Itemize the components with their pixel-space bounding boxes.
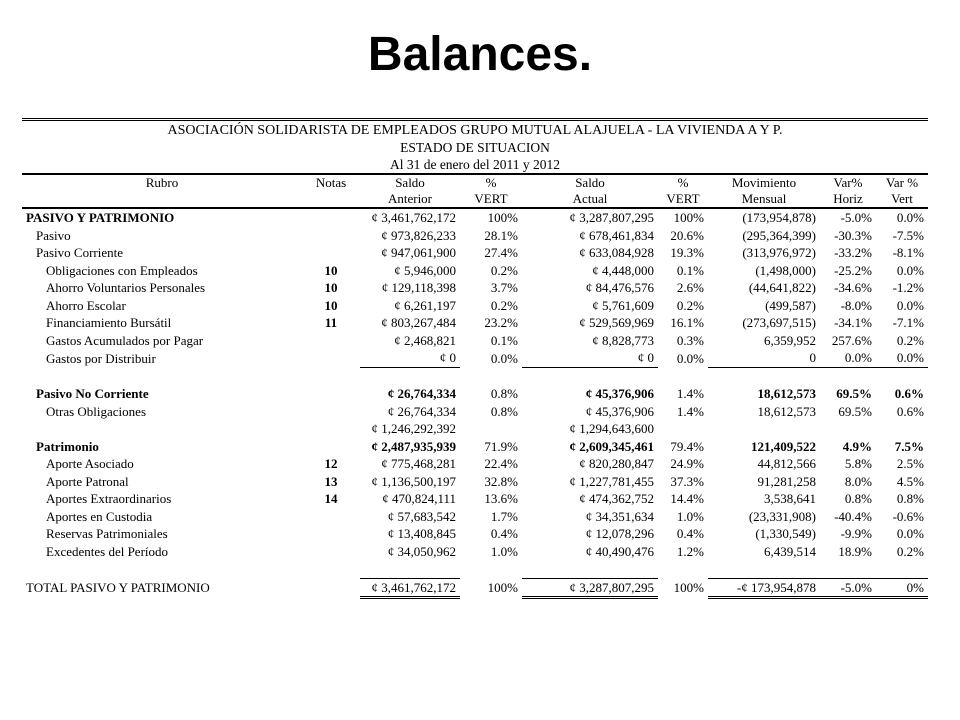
row-nota: 12 <box>324 456 338 472</box>
row-saldo-anterior: ¢ 34,050,962 <box>387 543 456 559</box>
row-saldo-anterior: ¢ 5,946,000 <box>394 262 456 278</box>
row-label: Aportes en Custodia <box>46 508 153 524</box>
col-pct-vert-2-sub: VERT <box>658 191 708 208</box>
row-saldo-anterior: ¢ 129,118,398 <box>381 280 456 296</box>
spacer-cell <box>708 560 820 578</box>
table-row <box>22 403 928 421</box>
row-saldo-anterior: ¢ 973,826,233 <box>381 227 456 243</box>
row-pct-vert-2: 100% <box>658 208 708 227</box>
spacer-cell <box>708 367 820 385</box>
row-movimiento: (23,331,908) <box>748 508 816 524</box>
row-movimiento: 18,612,573 <box>757 403 816 419</box>
row-label: TOTAL PASIVO Y PATRIMONIO <box>26 580 210 596</box>
row-var-horiz: -34.1% <box>834 315 872 331</box>
row-pct-vert-2: 1.2% <box>676 543 704 559</box>
row-label <box>22 420 302 438</box>
row-nota <box>302 227 360 245</box>
row-pct-vert-2: 16.1% <box>670 315 704 331</box>
row-var-vert: 0.2% <box>896 332 924 348</box>
col-notas-sub <box>302 191 360 208</box>
row-nota <box>302 332 360 350</box>
col-var-vert-sub: Vert <box>876 191 928 208</box>
col-saldo-anterior: Saldo <box>395 175 425 190</box>
spacer-cell <box>876 560 928 578</box>
row-movimiento: 3,538,641 <box>764 491 816 507</box>
row-var-vert: 0.8% <box>896 491 924 507</box>
row-pct-vert-2: 0.0% <box>676 350 704 366</box>
row-saldo-actual: ¢ 3,287,807,295 <box>522 208 658 227</box>
row-movimiento: (173,954,878) <box>708 208 820 227</box>
row-var-horiz: -25.2% <box>834 262 872 278</box>
row-pct-vert-1: 32.8% <box>484 473 518 489</box>
table-row <box>22 385 928 403</box>
row-var-vert: 0.2% <box>896 543 924 559</box>
row-label: Pasivo Corriente <box>36 245 124 261</box>
row-saldo-anterior: ¢ 6,261,197 <box>394 297 456 313</box>
col-movimiento-sub: Mensual <box>708 191 820 208</box>
row-saldo-actual: ¢ 45,376,906 <box>585 403 654 419</box>
row-var-horiz: 69.5% <box>838 403 872 419</box>
row-var-vert: -0.6% <box>892 508 924 524</box>
row-saldo-anterior: ¢ 26,764,334 <box>387 403 456 419</box>
col-var-vert: Var % <box>885 175 919 190</box>
row-movimiento: (273,697,515) <box>742 315 816 331</box>
row-saldo-anterior: ¢ 3,461,762,172 <box>360 208 460 227</box>
col-rubro: Rubro <box>145 175 179 190</box>
col-var-horiz: Var% <box>833 175 863 190</box>
row-nota: 10 <box>324 297 338 313</box>
row-nota <box>302 244 360 262</box>
row-var-vert: -7.5% <box>892 227 924 243</box>
row-pct-vert-2: 0.4% <box>676 526 704 542</box>
row-movimiento: (44,641,822) <box>748 280 816 296</box>
statement-name: ESTADO DE SITUACION <box>400 140 550 155</box>
table-row <box>22 262 928 280</box>
table-row <box>22 508 928 526</box>
row-label: Pasivo <box>36 227 71 243</box>
row-saldo-actual: ¢ 12,078,296 <box>585 526 654 542</box>
row-pct-vert-2: 0.1% <box>676 262 704 278</box>
row-saldo-actual: ¢ 8,828,773 <box>592 332 654 348</box>
row-pct-vert-1: 100% <box>460 208 522 227</box>
row-var-horiz: 69.5% <box>836 386 872 402</box>
row-saldo-anterior: ¢ 803,267,484 <box>381 315 456 331</box>
row-label: Excedentes del Período <box>46 543 169 559</box>
row-pct-vert-2 <box>658 420 708 438</box>
row-label: Ahorro Voluntarios Personales <box>46 280 206 296</box>
table-row <box>22 490 928 508</box>
spacer-cell <box>820 560 876 578</box>
row-nota <box>302 403 360 421</box>
row-nota <box>302 438 360 456</box>
row-saldo-anterior: ¢ 1,136,500,197 <box>371 473 456 489</box>
row-pct-vert-1: 0.8% <box>490 386 518 402</box>
row-nota <box>302 385 360 403</box>
row-saldo-actual: ¢ 1,294,643,600 <box>569 421 654 437</box>
row-var-vert: 0% <box>876 578 928 598</box>
row-pct-vert-1: 23.2% <box>484 315 518 331</box>
row-label: Aporte Asociado <box>46 456 134 472</box>
row-movimiento: 18,612,573 <box>757 386 816 402</box>
table-row <box>22 525 928 543</box>
row-saldo-actual: ¢ 34,351,634 <box>585 508 654 524</box>
table-row <box>22 332 928 350</box>
spacer-cell <box>302 560 360 578</box>
row-pct-vert-1: 0.0% <box>490 350 518 366</box>
row-var-vert: 7.5% <box>894 438 924 454</box>
row-label: Reservas Patrimoniales <box>46 526 168 542</box>
col-var-horiz-sub: Horiz <box>820 191 876 208</box>
row-pct-vert-2: 14.4% <box>670 491 704 507</box>
row-saldo-anterior: ¢ 3,461,762,172 <box>360 578 460 598</box>
row-saldo-anterior: ¢ 0 <box>360 349 460 367</box>
row-label: Aporte Patronal <box>46 473 129 489</box>
top-rule-2 <box>22 120 928 121</box>
row-var-vert: 0.6% <box>896 403 924 419</box>
row-saldo-actual: ¢ 820,280,847 <box>579 456 654 472</box>
row-saldo-anterior: ¢ 2,468,821 <box>394 332 456 348</box>
row-var-vert: 2.5% <box>896 456 924 472</box>
row-saldo-actual: ¢ 45,376,906 <box>585 386 654 402</box>
row-nota <box>302 525 360 543</box>
row-saldo-actual: ¢ 4,448,000 <box>592 262 654 278</box>
row-nota <box>302 578 360 598</box>
row-movimiento: 121,409,522 <box>751 438 816 454</box>
row-movimiento: -¢ 173,954,878 <box>708 578 820 598</box>
row-movimiento: (295,364,399) <box>742 227 816 243</box>
row-label: PASIVO Y PATRIMONIO <box>22 208 302 227</box>
table-row <box>22 349 928 367</box>
row-pct-vert-1: 3.7% <box>490 280 518 296</box>
row-var-horiz: -30.3% <box>834 227 872 243</box>
row-var-horiz: 5.8% <box>844 456 872 472</box>
col-saldo-actual-sub: Actual <box>522 191 658 208</box>
row-nota: 14 <box>324 491 338 507</box>
table-row <box>22 543 928 561</box>
row-movimiento: 91,281,258 <box>757 473 816 489</box>
row-label: Obligaciones con Empleados <box>46 262 198 278</box>
row-label: Patrimonio <box>36 438 99 454</box>
row-var-vert: -8.1% <box>892 245 924 261</box>
row-pct-vert-1: 0.4% <box>490 526 518 542</box>
row-nota: 13 <box>324 473 338 489</box>
row-var-vert: 0.0% <box>896 262 924 278</box>
row-pct-vert-2: 100% <box>673 580 704 596</box>
statement-date: Al 31 de enero del 2011 y 2012 <box>389 157 561 172</box>
col-pct-vert-2: % <box>677 175 689 190</box>
spacer-row <box>22 367 928 385</box>
row-pct-vert-1 <box>460 420 522 438</box>
table-row <box>22 208 928 227</box>
row-movimiento: 0 <box>708 349 820 367</box>
row-nota: 11 <box>324 315 338 331</box>
row-saldo-actual: ¢ 84,476,576 <box>585 280 654 296</box>
row-pct-vert-2: 1.4% <box>676 403 704 419</box>
column-header-row-2 <box>22 191 928 208</box>
row-label: Pasivo No Corriente <box>36 386 149 402</box>
row-pct-vert-1: 22.4% <box>484 456 518 472</box>
row-var-vert: 0.0% <box>876 349 928 367</box>
row-var-horiz: -5.0% <box>820 578 876 598</box>
row-pct-vert-1: 0.1% <box>490 332 518 348</box>
row-var-vert: 0.6% <box>894 386 924 402</box>
row-label: Financiamiento Bursátil <box>46 315 172 331</box>
row-var-horiz: 0.8% <box>844 491 872 507</box>
row-pct-vert-2: 79.4% <box>670 438 704 454</box>
row-saldo-anterior: ¢ 13,408,845 <box>387 526 456 542</box>
row-saldo-actual: ¢ 678,461,834 <box>579 227 654 243</box>
row-label: Ahorro Escolar <box>46 297 126 313</box>
row-saldo-actual: ¢ 3,287,807,295 <box>522 578 658 598</box>
row-var-horiz: 257.6% <box>831 332 872 348</box>
table-body <box>22 208 928 598</box>
spacer-cell <box>360 560 460 578</box>
row-saldo-actual: ¢ 0 <box>522 349 658 367</box>
table-row <box>22 438 928 456</box>
table-row <box>22 297 928 315</box>
row-pct-vert-2: 2.6% <box>676 280 704 296</box>
row-saldo-actual: ¢ 529,569,969 <box>579 315 654 331</box>
row-var-horiz: -8.0% <box>840 297 872 313</box>
row-var-horiz <box>820 420 876 438</box>
row-movimiento: (1,498,000) <box>755 262 816 278</box>
col-movimiento: Movimiento <box>731 175 797 190</box>
row-movimiento: (313,976,972) <box>742 245 816 261</box>
row-pct-vert-2: 37.3% <box>670 473 704 489</box>
row-var-horiz: 4.9% <box>842 438 872 454</box>
table-row <box>22 314 928 332</box>
spacer-cell <box>460 367 522 385</box>
row-pct-vert-2: 1.4% <box>676 386 704 402</box>
row-movimiento: (499,587) <box>765 297 816 313</box>
row-pct-vert-1: 0.2% <box>490 297 518 313</box>
spacer-cell <box>522 367 658 385</box>
row-nota <box>302 208 360 227</box>
row-var-vert: 0.0% <box>876 208 928 227</box>
row-pct-vert-1: 1.0% <box>490 543 518 559</box>
organization-name: ASOCIACIÓN SOLIDARISTA DE EMPLEADOS GRUPO MUTUAL ALAJUELA - LA VIVIENDA A Y P. <box>167 123 783 138</box>
row-pct-vert-1: 27.4% <box>484 245 518 261</box>
row-var-horiz: 0.0% <box>820 349 876 367</box>
row-var-vert <box>876 420 928 438</box>
row-saldo-actual: ¢ 5,761,609 <box>592 297 654 313</box>
row-pct-vert-1: 28.1% <box>484 227 518 243</box>
row-nota: 10 <box>324 280 338 296</box>
col-pct-vert-1: % <box>485 175 497 190</box>
spacer-cell <box>22 367 302 385</box>
row-pct-vert-1: 100% <box>487 580 518 596</box>
balance-sheet <box>22 118 928 599</box>
balance-table <box>22 173 928 599</box>
row-pct-vert-2: 0.2% <box>676 297 704 313</box>
spacer-cell <box>820 367 876 385</box>
row-movimiento <box>708 420 820 438</box>
row-var-horiz: -5.0% <box>820 208 876 227</box>
row-nota <box>302 543 360 561</box>
spacer-cell <box>360 367 460 385</box>
row-pct-vert-2: 19.3% <box>670 245 704 261</box>
row-movimiento: 44,812,566 <box>757 456 816 472</box>
spacer-cell <box>658 367 708 385</box>
row-pct-vert-1: 71.9% <box>484 438 518 454</box>
column-header-row-1 <box>22 174 928 191</box>
table-row <box>22 455 928 473</box>
col-pct-vert-1-sub: VERT <box>460 191 522 208</box>
row-var-horiz: -34.6% <box>834 280 872 296</box>
row-saldo-actual: ¢ 40,490,476 <box>585 543 654 559</box>
col-saldo-anterior-sub: Anterior <box>360 191 460 208</box>
row-var-horiz: -33.2% <box>834 245 872 261</box>
row-saldo-anterior: ¢ 947,061,900 <box>381 245 456 261</box>
row-saldo-anterior: ¢ 775,468,281 <box>381 456 456 472</box>
row-label: Gastos Acumulados por Pagar <box>46 332 204 348</box>
col-notas: Notas <box>315 175 347 190</box>
row-pct-vert-1: 0.8% <box>490 403 518 419</box>
row-movimiento: 6,439,514 <box>764 543 816 559</box>
row-nota: 10 <box>324 262 338 278</box>
row-var-vert: -7.1% <box>892 315 924 331</box>
table-row <box>22 227 928 245</box>
row-var-vert: 0.0% <box>896 526 924 542</box>
row-var-horiz: -40.4% <box>834 508 872 524</box>
row-nota <box>302 349 360 367</box>
table-row <box>22 279 928 297</box>
spacer-cell <box>302 367 360 385</box>
spacer-cell <box>658 560 708 578</box>
row-saldo-actual: ¢ 2,609,345,461 <box>569 438 654 454</box>
row-var-vert: -1.2% <box>892 280 924 296</box>
col-rubro-sub <box>22 191 302 208</box>
row-label: Otras Obligaciones <box>46 403 147 419</box>
row-pct-vert-2: 1.0% <box>676 508 704 524</box>
row-saldo-anterior: ¢ 57,683,542 <box>387 508 456 524</box>
row-saldo-anterior: ¢ 470,824,111 <box>382 491 456 507</box>
slide-title: Balances. <box>367 28 593 81</box>
spacer-row <box>22 560 928 578</box>
top-rule <box>22 118 928 119</box>
col-saldo-actual: Saldo <box>575 175 605 190</box>
row-pct-vert-1: 0.2% <box>490 262 518 278</box>
table-row <box>22 420 928 438</box>
spacer-cell <box>522 560 658 578</box>
table-row <box>22 578 928 598</box>
spacer-cell <box>22 560 302 578</box>
row-movimiento: 6,359,952 <box>764 332 816 348</box>
spacer-cell <box>876 367 928 385</box>
row-pct-vert-1: 13.6% <box>484 491 518 507</box>
row-var-horiz: 18.9% <box>838 543 872 559</box>
row-nota <box>302 420 360 438</box>
row-label: Gastos por Distribuir <box>46 350 156 366</box>
row-saldo-actual: ¢ 1,227,781,455 <box>569 473 654 489</box>
table-row <box>22 244 928 262</box>
row-var-horiz: 8.0% <box>844 473 872 489</box>
row-var-vert: 0.0% <box>896 297 924 313</box>
row-var-horiz: -9.9% <box>840 526 872 542</box>
row-saldo-anterior: ¢ 26,764,334 <box>387 386 456 402</box>
spacer-cell <box>460 560 522 578</box>
row-movimiento: (1,330,549) <box>755 526 816 542</box>
row-var-vert: 4.5% <box>896 473 924 489</box>
row-saldo-anterior: ¢ 2,487,935,939 <box>371 438 456 454</box>
row-saldo-anterior: ¢ 1,246,292,392 <box>371 421 456 437</box>
table-row <box>22 473 928 491</box>
row-label: Aportes Extraordinarios <box>46 491 172 507</box>
row-pct-vert-2: 20.6% <box>670 227 704 243</box>
row-saldo-actual: ¢ 474,362,752 <box>579 491 654 507</box>
row-nota <box>302 508 360 526</box>
row-pct-vert-2: 24.9% <box>670 456 704 472</box>
row-pct-vert-2: 0.3% <box>676 332 704 348</box>
row-saldo-actual: ¢ 633,084,928 <box>579 245 654 261</box>
row-pct-vert-1: 1.7% <box>490 508 518 524</box>
